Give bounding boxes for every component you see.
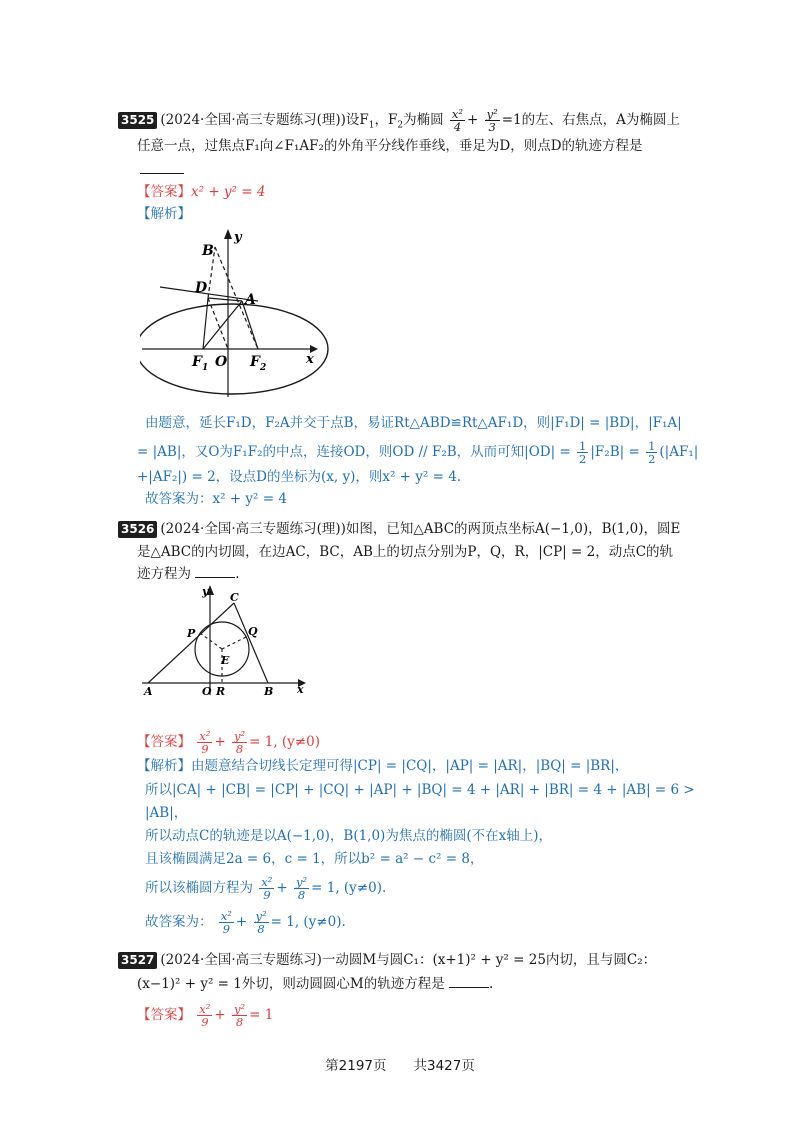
q3525-line1: 3525 (2024·全国·高三专题练习(理))设$F_1$，$F_2$为椭圆 $\frac{\text{x²}}{4}$ + $\frac{\text{y²}}{3}$ =1的左、右焦点，A为椭圆上 bbox=[118, 108, 680, 136]
answer-blank bbox=[195, 565, 235, 578]
label-B: B bbox=[264, 685, 274, 698]
q3526-answer: 【答案】 $\frac{\text{x²}}{9}$ + $\frac{\text{y²}}{8}$ = 1, (y≠0) bbox=[137, 729, 320, 756]
svg-text:1: 1 bbox=[202, 363, 209, 373]
fraction-y2-3: $\frac{\text{y²}}{3}$ bbox=[486, 107, 498, 134]
svg-text:2: 2 bbox=[260, 363, 267, 373]
ellipse-figure bbox=[140, 225, 330, 400]
label-F2: F bbox=[250, 354, 260, 370]
label-x: x bbox=[297, 683, 304, 696]
label-D: D bbox=[195, 280, 208, 296]
label-y: y bbox=[234, 230, 242, 245]
label-C: C bbox=[230, 591, 239, 604]
answer-blank bbox=[140, 161, 184, 174]
q3526-sol1: 【解析】由题意结合切线长定理可得|CP| = |CQ|，|AP| = |AR|，|BQ| = |BR|， bbox=[137, 758, 629, 774]
q3525-answer: 【答案】x² + y² = 4 bbox=[137, 184, 266, 200]
q3527-line1: 3527 (2024·全国·高三专题练习)一动圆M与圆C₁：(x+1)² + y² = 25内切，且与圆C₂： bbox=[118, 950, 656, 970]
q3526-line3: 迹方程为 . bbox=[137, 566, 240, 582]
q3525-sol4: 故答案为：x² + y² = 4 bbox=[145, 491, 287, 507]
q3525-sol3: +|AF₂|) = 2，设点D的坐标为(x, y)，则x² + y² = 4. bbox=[137, 469, 462, 485]
label-A: A bbox=[245, 292, 256, 308]
label-Q: Q bbox=[248, 625, 258, 638]
answer-blank bbox=[449, 975, 489, 988]
question-number: 3526 bbox=[118, 521, 157, 538]
q3526-sol4: 所以动点C的轨迹是以A(−1,0)，B(1,0)为焦点的椭圆(不在x轴上)， bbox=[145, 828, 552, 844]
q3527-answer: 【答案】 $\frac{\text{x²}}{9}$ + $\frac{\text{y²}}{8}$ = 1 bbox=[137, 1002, 274, 1029]
label-B: B bbox=[202, 243, 214, 259]
q3527-line2: (x−1)² + y² = 1外切，则动圆圆心M的轨迹方程是 . bbox=[137, 976, 494, 992]
q3525-sol2: = |AB|，又O为F₁F₂的中点，连接OD，则OD // F₂B，从而可知|OD| = $\frac{1}{2}$ |F₂B| = $\frac{1}{2}$ (|AF₁| bbox=[137, 439, 699, 466]
q3526-sol7: 故答案为： $\frac{\text{x²}}{9}$ + $\frac{\text{y²}}{8}$ = 1, (y≠0). bbox=[145, 909, 346, 936]
triangle-incircle-figure bbox=[140, 583, 310, 698]
label-F1: F bbox=[192, 354, 202, 370]
fraction-x2-4: $\frac{\text{x²}}{4}$ bbox=[451, 107, 464, 134]
q3525-line2: 任意一点，过焦点F₁向∠F₁AF₂的外角平分线作垂线，垂足为D，则点D的轨迹方程是 bbox=[137, 138, 643, 154]
q3526-line2: 是△ABC的内切圆，在边AC，BC，AB上的切点分别为P，Q，R，|CP| = 2，动点C的轨 bbox=[137, 544, 674, 560]
q3525-sol1: 由题意，延长F₁D，F₂A并交于点B，易证Rt△ABD≌Rt△AF₁D，则|F₁D| = |BD|，|F₁A| bbox=[145, 415, 682, 431]
q3526-sol3: |AB|， bbox=[145, 805, 188, 821]
question-number: 3527 bbox=[118, 952, 157, 969]
label-O: O bbox=[215, 354, 228, 370]
q3525-analysis-label: 【解析】 bbox=[137, 206, 191, 222]
page-footer: 第2197页 共3427页 bbox=[325, 1058, 475, 1074]
q3526-sol6: 所以该椭圆方程为 $\frac{\text{x²}}{9}$ + $\frac{\text{y²}}{8}$ = 1, (y≠0). bbox=[145, 875, 387, 902]
q3526-line1: 3526 (2024·全国·高三专题练习(理))如图，已知△ABC的两顶点坐标A(−1,0)，B(1,0)，圆E bbox=[118, 519, 680, 539]
label-x: x bbox=[306, 352, 314, 367]
label-P: P bbox=[187, 627, 196, 640]
question-number: 3525 bbox=[118, 112, 157, 129]
label-R: R bbox=[216, 685, 226, 698]
label-E: E bbox=[221, 654, 230, 667]
label-O: O bbox=[202, 685, 212, 698]
label-y: y bbox=[202, 585, 209, 598]
q3526-sol5: 且该椭圆满足2a = 6，c = 1，所以b² = a² − c² = 8， bbox=[145, 851, 484, 867]
q3526-sol2: 所以|CA| + |CB| = |CP| + |CQ| + |AP| + |BQ| = 4 + |AR| + |BR| = 4 + |AB| = 6 > bbox=[145, 782, 695, 798]
label-A: A bbox=[144, 685, 153, 698]
